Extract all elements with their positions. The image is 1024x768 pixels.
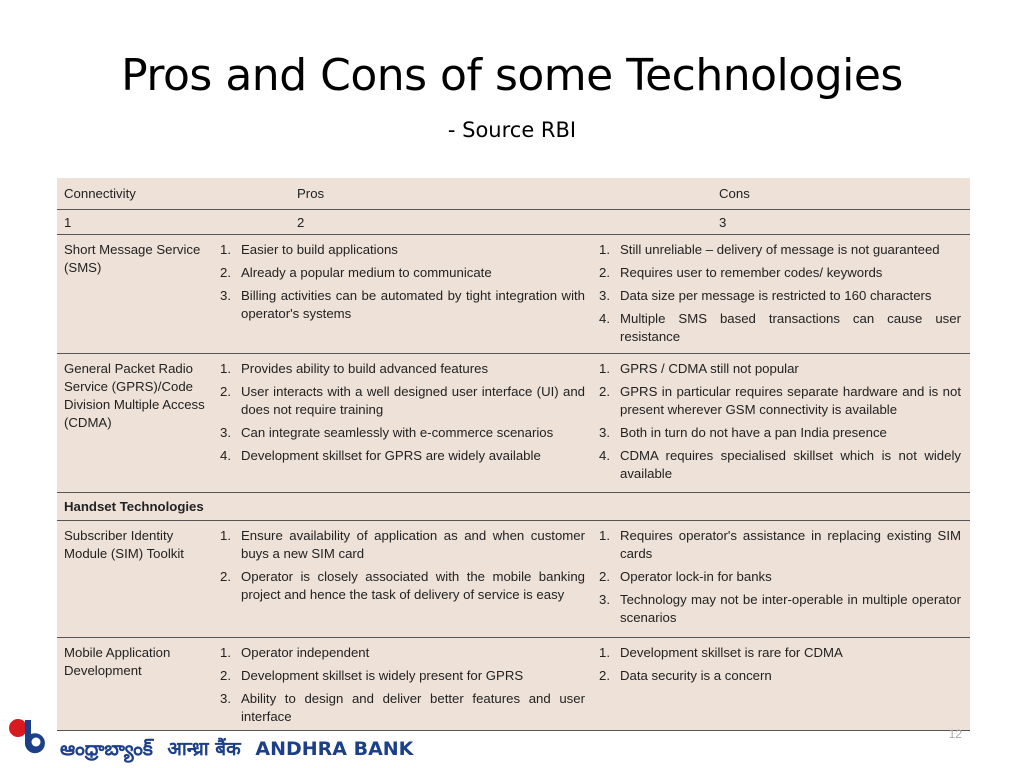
list-item-text: User interacts with a well designed user interface (UI) and does not require training [241, 384, 585, 417]
list-item [599, 644, 961, 662]
list-item-number: 4. [599, 311, 610, 326]
list-item-number: 2. [599, 668, 610, 683]
list-item [220, 667, 585, 685]
list-item [220, 287, 585, 323]
list-item-number: 1. [599, 645, 610, 660]
list-item-text: Easier to build applications [241, 242, 398, 257]
list-item [220, 447, 585, 465]
list-item [599, 667, 961, 685]
list-item-number: 1. [220, 361, 231, 376]
list-item-number: 4. [220, 448, 231, 463]
list-item-number: 1. [599, 528, 610, 543]
table-row [57, 235, 970, 354]
list-item-text: Technology may not be inter-operable in multiple operator scenarios [620, 592, 961, 625]
table-row [57, 638, 970, 731]
list-item [220, 383, 585, 419]
list-item [599, 264, 961, 282]
header-cons: Cons [719, 186, 750, 201]
bank-name [60, 735, 413, 765]
connectivity-name: Mobile Application Development [64, 645, 171, 678]
list-item-text: Development skillset is rare for CDMA [620, 645, 843, 660]
andhra-bank-logo [5, 712, 55, 761]
table-section-row [57, 493, 970, 521]
list-item-text: Operator independent [241, 645, 370, 660]
list-item-text: GPRS / CDMA still not popular [620, 361, 799, 376]
list-item [599, 360, 961, 378]
list-item-text: Development skillset is widely present for GPRS [241, 668, 524, 683]
list-item [220, 360, 585, 378]
list-item-text: Data security is a concern [620, 668, 772, 683]
header-connectivity: Connectivity [64, 186, 136, 201]
pros-list [220, 360, 585, 470]
cons-list [599, 527, 961, 632]
pros-list [220, 644, 585, 731]
list-item [599, 310, 961, 346]
list-item-number: 2. [599, 384, 610, 399]
list-item-text: Still unreliable – delivery of message is not guaranteed [620, 242, 940, 257]
table-row [57, 521, 970, 638]
list-item-number: 1. [220, 528, 231, 543]
list-item-number: 2. [220, 668, 231, 683]
pros-list [220, 527, 585, 609]
list-item [220, 568, 585, 604]
list-item [599, 383, 961, 419]
list-item [599, 424, 961, 442]
list-item [599, 287, 961, 305]
col-number-2: 2 [297, 215, 305, 230]
list-item-number: 2. [220, 569, 231, 584]
pros-list [220, 241, 585, 328]
connectivity-name: General Packet Radio Service (GPRS)/Code Division Multiple Access (CDMA) [64, 361, 205, 430]
list-item [599, 527, 961, 563]
cons-list [599, 241, 961, 351]
list-item [220, 644, 585, 662]
list-item-text: GPRS in particular requires separate hardware and is not present wherever GSM connectivity is available [620, 384, 961, 417]
list-item-number: 2. [599, 265, 610, 280]
connectivity-name: Short Message Service (SMS) [64, 242, 201, 275]
list-item-text: Development skillset for GPRS are widely available [241, 448, 541, 463]
list-item [599, 447, 961, 483]
page-number: 12 [948, 727, 962, 741]
list-item-text: Billing activities can be automated by tight integration with operator's systems [241, 288, 585, 321]
list-item-number: 3. [599, 425, 610, 440]
cons-list [599, 360, 961, 488]
list-item [599, 568, 961, 586]
connectivity-name: Subscriber Identity Module (SIM) Toolkit [64, 528, 184, 561]
list-item [220, 241, 585, 259]
list-item-number: 2. [220, 265, 231, 280]
list-item-text: Operator lock-in for banks [620, 569, 772, 584]
list-item-number: 2. [599, 569, 610, 584]
bank-name-telugu: ఆంధ్రాబ్యాంక్ [60, 738, 153, 760]
list-item-text: Ability to design and deliver better features and user interface [241, 691, 585, 724]
list-item-number: 3. [599, 592, 610, 607]
list-item [220, 527, 585, 563]
list-item-number: 3. [599, 288, 610, 303]
slide-subtitle: - Source RBI [447, 118, 577, 142]
list-item [220, 690, 585, 726]
list-item-number: 3. [220, 425, 231, 440]
comparison-table [57, 178, 970, 731]
table-row [57, 354, 970, 493]
bank-name-english: ANDHRA BANK [255, 738, 414, 760]
list-item-number: 4. [599, 448, 610, 463]
header-pros: Pros [297, 186, 325, 201]
col-number-1: 1 [64, 215, 72, 230]
slide-title: Pros and Cons of some Technologies [121, 50, 903, 101]
bank-name-hindi: आन्ध्रा बैंक [167, 738, 241, 760]
list-item-text: Can integrate seamlessly with e-commerce scenarios [241, 425, 554, 440]
list-item-text: Both in turn do not have a pan India presence [620, 425, 887, 440]
list-item-text: Already a popular medium to communicate [241, 265, 492, 280]
list-item-number: 3. [220, 691, 231, 706]
cons-list [599, 644, 961, 690]
list-item-number: 1. [220, 242, 231, 257]
list-item [599, 241, 961, 259]
list-item-number: 1. [599, 361, 610, 376]
list-item-number: 3. [220, 288, 231, 303]
list-item [220, 264, 585, 282]
list-item-number: 1. [220, 645, 231, 660]
list-item-text: Data size per message is restricted to 160 characters [620, 288, 932, 303]
table-number-row [57, 210, 970, 235]
table-header-row [57, 178, 970, 210]
list-item-number: 2. [220, 384, 231, 399]
list-item-text: Operator is closely associated with the mobile banking project and hence the task of delivery of service is easy [241, 569, 585, 602]
list-item-text: Provides ability to build advanced features [241, 361, 489, 376]
col-number-3: 3 [719, 215, 727, 230]
list-item-number: 1. [599, 242, 610, 257]
list-item-text: Ensure availability of application as and when customer buys a new SIM card [241, 528, 585, 561]
list-item-text: Multiple SMS based transactions can cause user resistance [620, 311, 961, 344]
section-handset-technologies: Handset Technologies [64, 499, 204, 514]
list-item-text: Requires operator's assistance in replacing existing SIM cards [620, 528, 961, 561]
list-item [220, 424, 585, 442]
list-item-text: CDMA requires specialised skillset which is not widely available [620, 448, 961, 481]
list-item-text: Requires user to remember codes/ keywords [620, 265, 883, 280]
list-item [599, 591, 961, 627]
